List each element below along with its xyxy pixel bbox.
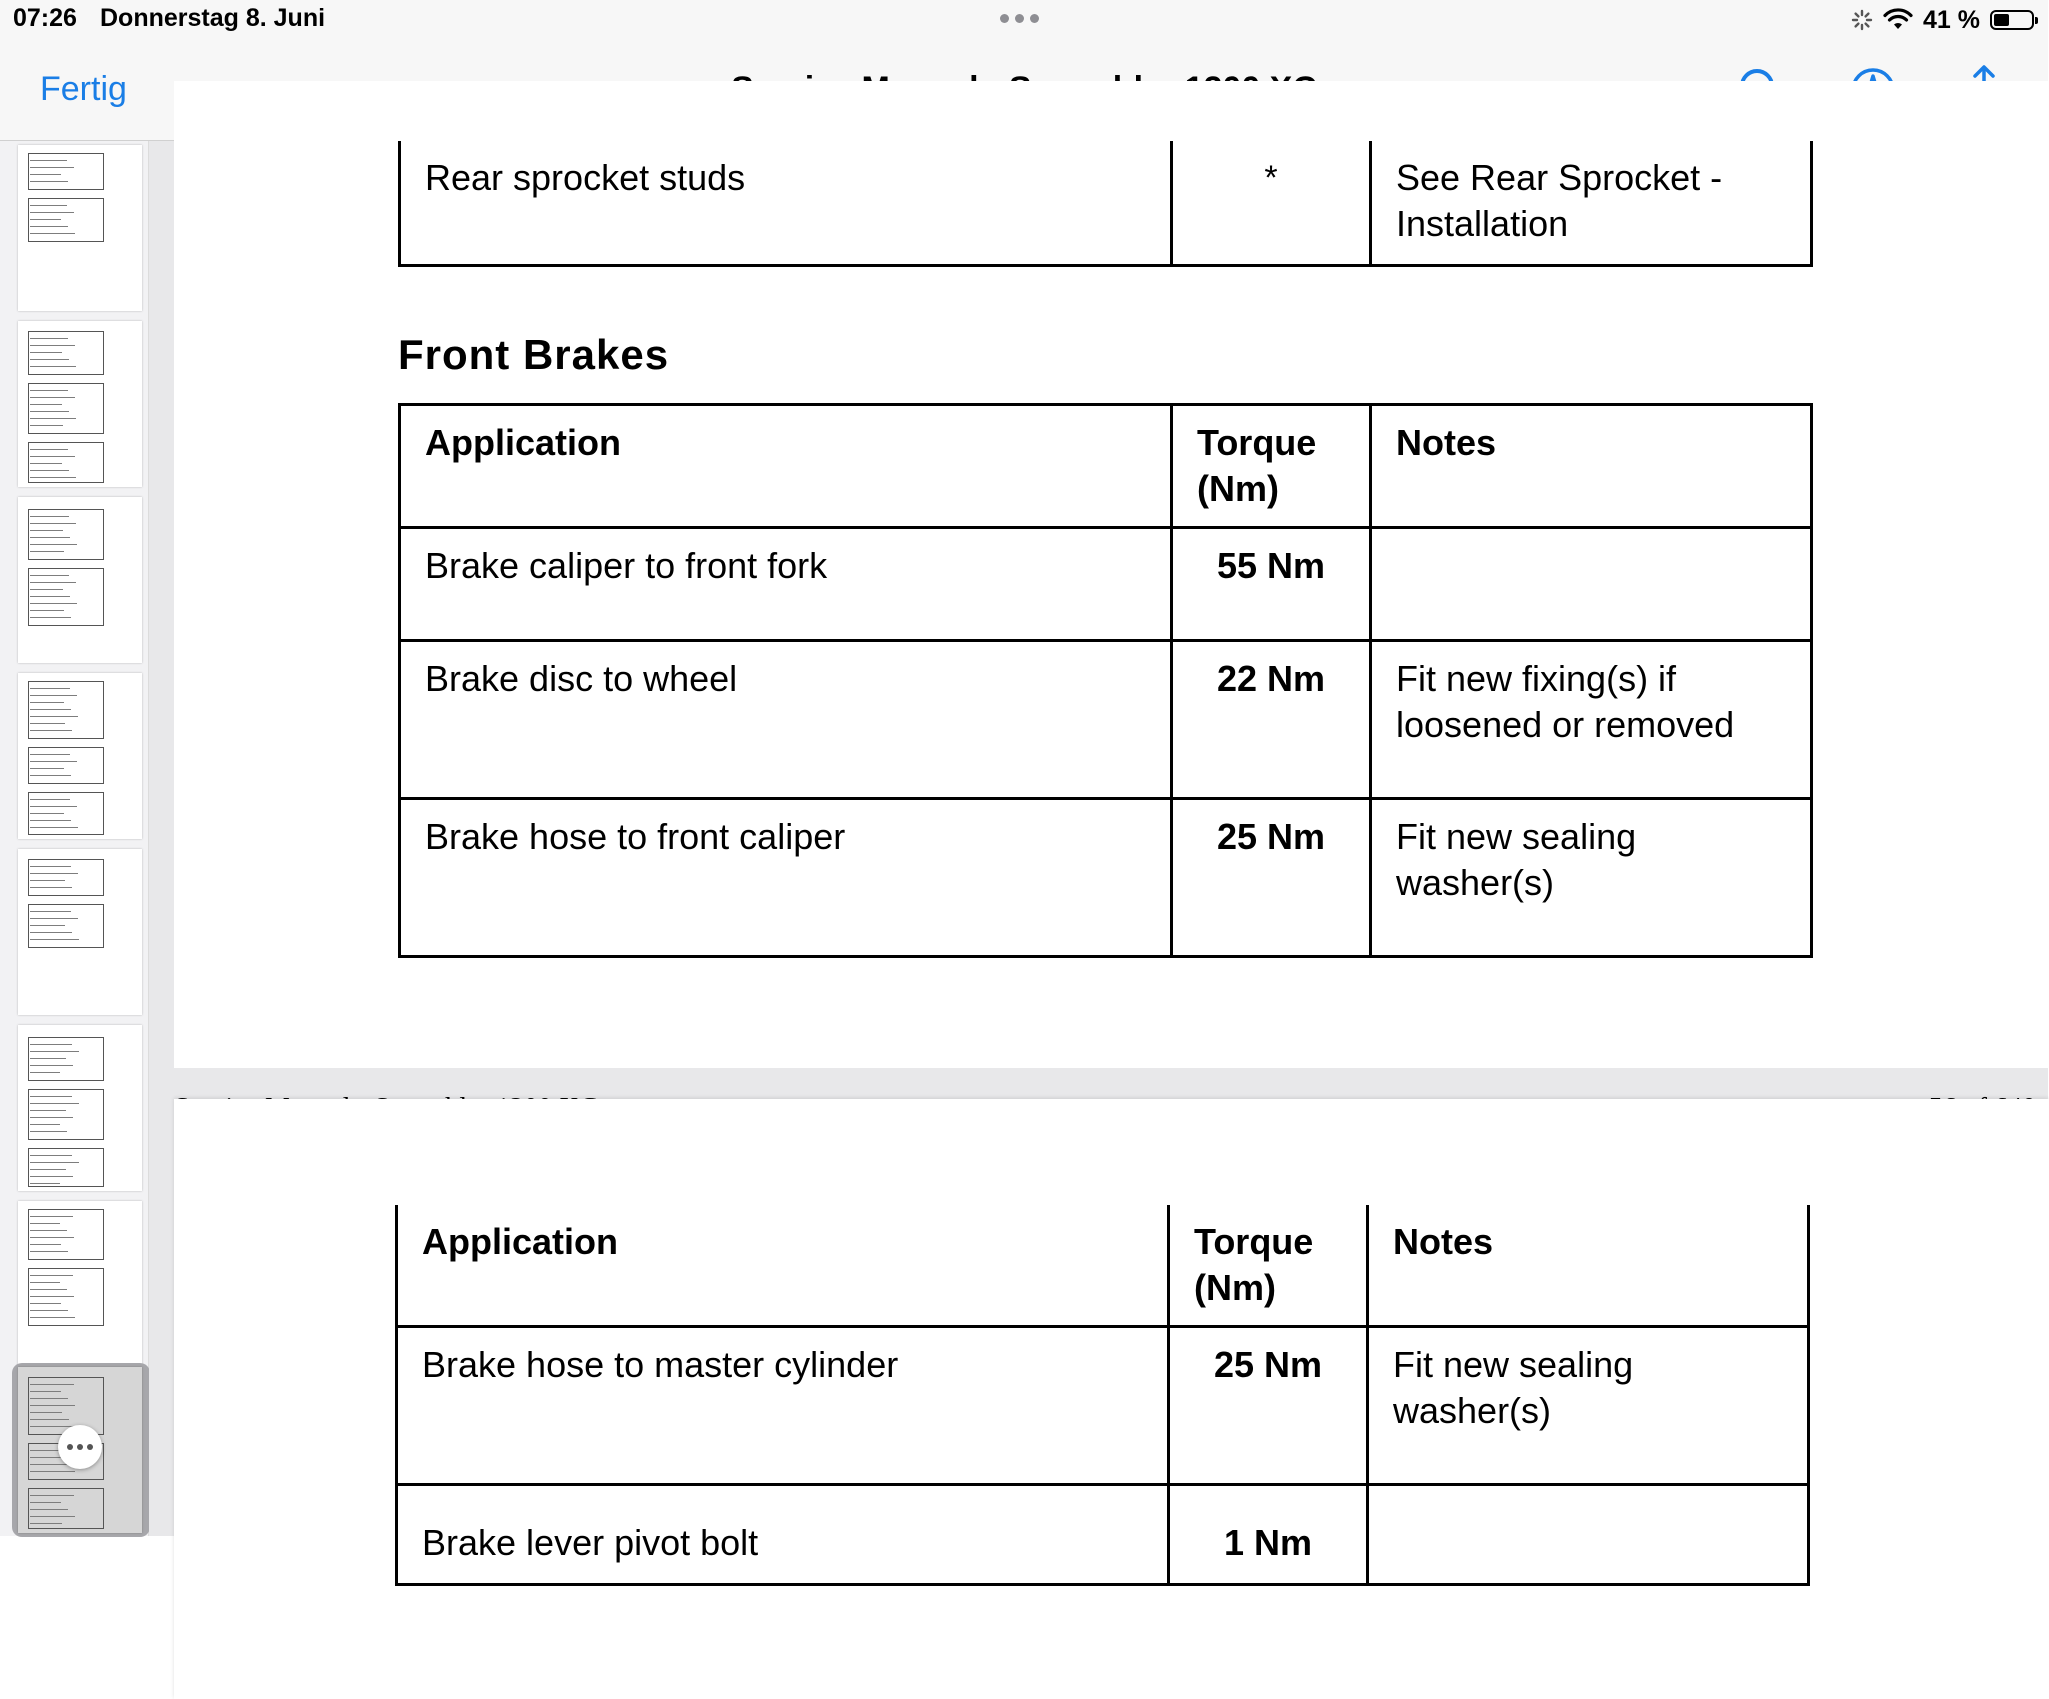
- thumbnail-line: [30, 723, 65, 724]
- notes-line: washer(s): [1393, 1390, 1552, 1431]
- thumbnail-line: [30, 425, 63, 426]
- cell-notes: [1371, 799, 1812, 957]
- thumbnail-line: [30, 1296, 74, 1297]
- cell-torque: *: [1172, 141, 1371, 265]
- notes-line: Fit new sealing: [1393, 1344, 1634, 1385]
- thumbnail-table: [28, 859, 104, 896]
- cell-application: Brake hose to master cylinder: [397, 1327, 1169, 1485]
- header-torque-line: Torque: [1197, 422, 1317, 463]
- thumbnail-line: [30, 582, 76, 583]
- done-button[interactable]: Fertig: [40, 70, 127, 108]
- cell-application: Brake disc to wheel: [400, 641, 1172, 799]
- page-thumbnail[interactable]: [12, 1021, 146, 1195]
- thumbnail-line: [30, 1275, 73, 1276]
- thumbnail-page: [18, 673, 142, 839]
- cell-notes: [1371, 641, 1812, 799]
- thumbnail-table: [28, 153, 104, 190]
- torque-table-previous: [398, 141, 1813, 267]
- thumbnail-line: [30, 463, 62, 464]
- thumbnail-line: [30, 1223, 60, 1224]
- thumbnail-line: [30, 219, 61, 220]
- thumbnail-line: [30, 617, 71, 618]
- table-row: [397, 1327, 1809, 1485]
- thumbnail-page: [18, 497, 142, 663]
- thumbnail-line: [30, 1058, 66, 1059]
- thumbnail-line: [30, 352, 62, 353]
- header-notes: Notes: [1371, 405, 1812, 528]
- thumbnail-line: [30, 1289, 67, 1290]
- thumbnail-line: [30, 1131, 67, 1132]
- thumbnail-line: [30, 1044, 72, 1045]
- thumbnail-line: [30, 873, 78, 874]
- thumbnail-line: [30, 761, 77, 762]
- header-application: Application: [397, 1205, 1169, 1327]
- thumbnail-line: [30, 1065, 73, 1066]
- table-header-row: [400, 405, 1812, 528]
- thumbnail-line: [30, 544, 77, 545]
- thumbnail-line: [30, 366, 76, 367]
- cell-torque: 55 Nm: [1172, 528, 1371, 641]
- thumbnail-line: [30, 1464, 68, 1465]
- document-view[interactable]: [149, 141, 2048, 1563]
- thumbnail-line: [30, 1237, 74, 1238]
- thumbnail-line: [30, 1176, 73, 1177]
- thumbnail-line: [30, 233, 75, 234]
- table-header-row: [397, 1205, 1809, 1327]
- thumbnail-line: [30, 827, 78, 828]
- thumbnail-line: [30, 1509, 68, 1510]
- thumbnail-line: [30, 754, 70, 755]
- thumbnail-line: [30, 1516, 75, 1517]
- thumbnail-line: [30, 530, 63, 531]
- thumbnail-table: [28, 747, 104, 784]
- status-bar: [0, 0, 2048, 40]
- thumbnail-line: [30, 911, 71, 912]
- thumbnail-line: [30, 887, 72, 888]
- thumbnail-line: [30, 1230, 67, 1231]
- thumbnail-line: [30, 596, 70, 597]
- thumbnail-line: [30, 338, 68, 339]
- thumbnail-line: [30, 575, 69, 576]
- thumbnail-line: [30, 775, 71, 776]
- battery-icon: [1990, 10, 2034, 30]
- thumbnail-line: [30, 939, 79, 940]
- thumbnail-line: [30, 1471, 75, 1472]
- multitasking-dots[interactable]: [1000, 10, 1048, 26]
- thumbnail-line: [30, 1310, 68, 1311]
- thumbnail-line: [30, 866, 71, 867]
- thumbnail-line: [30, 1155, 72, 1156]
- thumbnail-line: [30, 1303, 61, 1304]
- cell-torque: 25 Nm: [1172, 799, 1371, 957]
- thumbnail-line: [30, 1216, 73, 1217]
- thumbnail-line: [30, 799, 70, 800]
- cell-torque: 25 Nm: [1169, 1327, 1368, 1485]
- thumbnail-page: [18, 145, 142, 311]
- thumbnail-line: [30, 205, 67, 206]
- thumbnail-line: [30, 404, 62, 405]
- thumbnail-page: [18, 1201, 142, 1367]
- thumbnail-line: [30, 418, 76, 419]
- thumbnail-line: [30, 1051, 79, 1052]
- thumbnail-page: [18, 1025, 142, 1191]
- section-heading: Front Brakes: [398, 331, 670, 378]
- page-thumbnail[interactable]: [12, 141, 146, 315]
- table-row: [400, 799, 1812, 957]
- thumbnail-line: [30, 1183, 60, 1184]
- thumbnail-line: [30, 181, 68, 182]
- status-indicators: [1851, 4, 2034, 36]
- thumbnail-line: [30, 1317, 75, 1318]
- cell-notes: [1371, 141, 1812, 265]
- more-icon[interactable]: [58, 1425, 102, 1469]
- thumbnail-line: [30, 768, 64, 769]
- thumbnail-line: [30, 1502, 61, 1503]
- thumbnail-line: [30, 688, 70, 689]
- thumbnail-line: [30, 702, 64, 703]
- thumbnail-line: [30, 1124, 60, 1125]
- thumbnail-line: [30, 880, 65, 881]
- thumbnail-line: [30, 730, 72, 731]
- thumbnail-line: [30, 523, 76, 524]
- header-torque: [1169, 1205, 1368, 1327]
- thumbnail-line: [30, 806, 77, 807]
- thumbnail-line: [30, 537, 70, 538]
- status-date: Donnerstag 8. Juni: [100, 4, 326, 32]
- thumbnail-line: [30, 1282, 60, 1283]
- notes-line: See Rear Sprocket -: [1396, 157, 1723, 198]
- thumbnail-line: [30, 589, 63, 590]
- thumbnail-line: [30, 1457, 61, 1458]
- header-torque: [1172, 405, 1371, 528]
- thumbnail-line: [30, 477, 76, 478]
- thumbnail-line: [30, 390, 68, 391]
- table-row: [400, 141, 1812, 265]
- pdf-page: [174, 81, 2049, 1068]
- table-row: [400, 528, 1812, 641]
- header-torque-line: Torque: [1194, 1221, 1314, 1262]
- thumbnail-line: [30, 1419, 69, 1420]
- thumbnail-line: [30, 1384, 74, 1385]
- front-brakes-table-continued: [395, 1205, 1810, 1586]
- page-thumbnail-sidebar[interactable]: [0, 141, 149, 1536]
- thumbnail-line: [30, 1412, 62, 1413]
- thumbnail-line: [30, 716, 78, 717]
- thumbnail-line: [30, 449, 68, 450]
- thumbnail-line: [30, 174, 61, 175]
- thumbnail-line: [30, 925, 65, 926]
- status-time: 07:26: [13, 4, 77, 32]
- thumbnail-line: [30, 1523, 62, 1524]
- page-thumbnail[interactable]: [12, 493, 146, 667]
- activity-spinner-icon: [1851, 9, 1873, 31]
- thumbnail-line: [30, 820, 71, 821]
- thumbnail-line: [30, 160, 67, 161]
- header-notes: Notes: [1368, 1205, 1809, 1327]
- battery-percent: 41 %: [1923, 5, 1980, 34]
- table-row: [400, 641, 1812, 799]
- thumbnail-line: [30, 1405, 75, 1406]
- thumbnail-page: [18, 849, 142, 1015]
- thumbnail-line: [30, 1169, 66, 1170]
- header-application: Application: [400, 405, 1172, 528]
- thumbnail-line: [30, 1244, 61, 1245]
- thumbnail-line: [30, 603, 77, 604]
- notes-line: washer(s): [1396, 862, 1555, 903]
- cell-application: Brake lever pivot bolt: [397, 1485, 1169, 1585]
- notes-line: Fit new fixing(s) if: [1396, 658, 1677, 699]
- thumbnail-line: [30, 610, 64, 611]
- thumbnail-line: [30, 345, 75, 346]
- thumbnail-line: [30, 1072, 60, 1073]
- thumbnail-line: [30, 813, 64, 814]
- cell-application: Rear sprocket studs: [400, 141, 1172, 265]
- thumbnail-line: [30, 516, 69, 517]
- header-torque-line: (Nm): [1194, 1267, 1276, 1308]
- thumbnail-line: [30, 470, 69, 471]
- thumbnail-line: [30, 212, 74, 213]
- thumbnail-page: [18, 321, 142, 487]
- cell-notes: [1368, 1327, 1809, 1485]
- front-brakes-table: [398, 403, 1813, 958]
- page-thumbnail[interactable]: [12, 845, 146, 1019]
- thumbnail-line: [30, 1398, 68, 1399]
- thumbnail-line: [30, 918, 78, 919]
- page-thumbnail[interactable]: [12, 1197, 146, 1371]
- thumbnail-line: [30, 695, 77, 696]
- thumbnail-line: [30, 397, 75, 398]
- thumbnail-line: [30, 1251, 68, 1252]
- thumbnail-line: [30, 1162, 79, 1163]
- battery-level: [1994, 14, 2009, 26]
- cell-torque: 1 Nm: [1169, 1485, 1368, 1585]
- table-row: [397, 1485, 1809, 1585]
- thumbnail-line: [30, 456, 75, 457]
- thumbnail-table: [28, 1148, 104, 1187]
- thumbnail-line: [30, 359, 69, 360]
- page-thumbnail[interactable]: [12, 317, 146, 491]
- thumbnail-line: [30, 411, 69, 412]
- thumbnail-line: [30, 1117, 73, 1118]
- cell-notes: [1371, 528, 1812, 641]
- cell-application: Brake caliper to front fork: [400, 528, 1172, 641]
- wifi-icon: [1883, 9, 1913, 31]
- thumbnail-line: [30, 226, 68, 227]
- cell-application: Brake hose to front caliper: [400, 799, 1172, 957]
- notes-line: Installation: [1396, 203, 1569, 244]
- header-torque-line: (Nm): [1197, 468, 1279, 509]
- thumbnail-line: [30, 1110, 66, 1111]
- thumbnail-line: [30, 709, 71, 710]
- thumbnail-line: [30, 1103, 79, 1104]
- notes-line: Fit new sealing: [1396, 816, 1637, 857]
- page-thumbnail[interactable]: [12, 669, 146, 843]
- thumbnail-line: [30, 167, 74, 168]
- thumbnail-line: [30, 1096, 72, 1097]
- thumbnail-line: [30, 932, 72, 933]
- notes-line: loosened or removed: [1396, 704, 1735, 745]
- cell-torque: 22 Nm: [1172, 641, 1371, 799]
- pdf-page: [174, 1099, 2049, 1699]
- cell-notes: [1368, 1485, 1809, 1585]
- thumbnail-line: [30, 1495, 74, 1496]
- thumbnail-line: [30, 1391, 61, 1392]
- thumbnail-line: [30, 551, 64, 552]
